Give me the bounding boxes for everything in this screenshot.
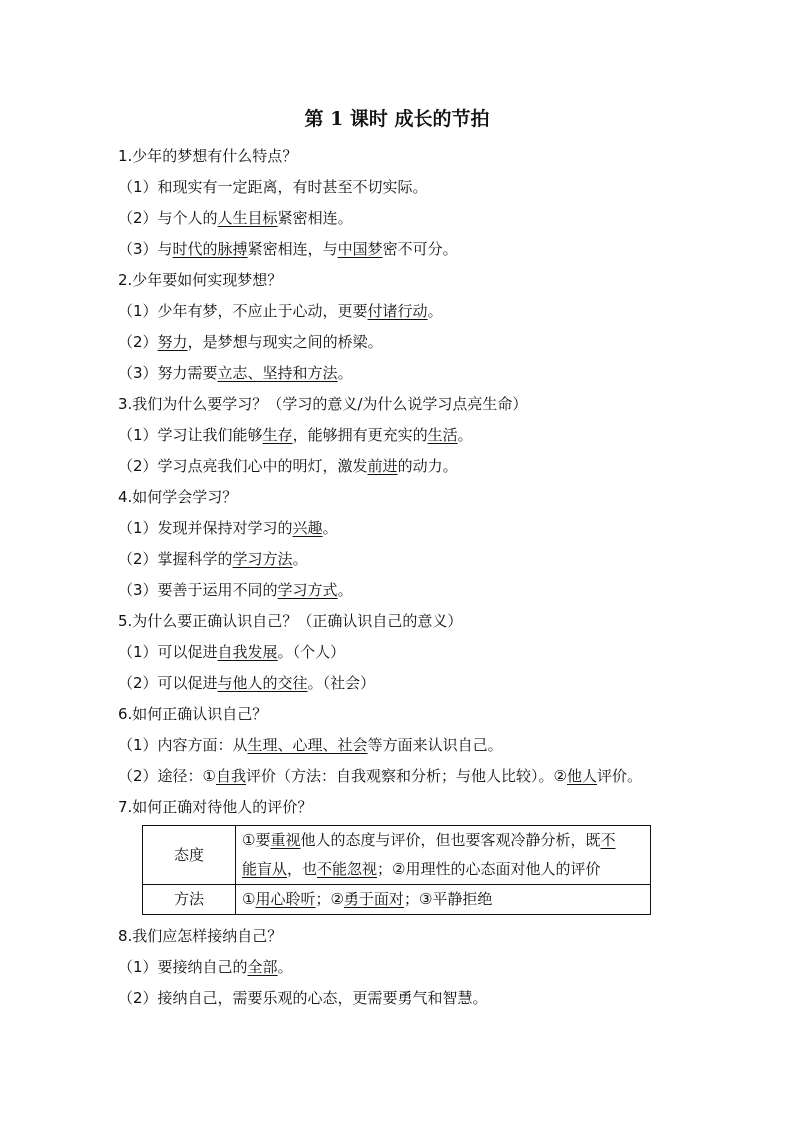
- text-segment: 。: [337, 364, 353, 382]
- underlined-keyword: 全部: [247, 958, 278, 976]
- question-heading: 6.如何正确认识自己？: [118, 705, 268, 723]
- text-segment: （2）掌握科学的: [118, 550, 233, 568]
- text-segment: 密不可分。: [382, 240, 458, 258]
- text-segment: （1）要接纳自己的: [118, 958, 248, 976]
- text-segment: ；②: [315, 890, 344, 908]
- text-segment: （3）与: [118, 240, 173, 258]
- text-segment: ①要: [242, 831, 271, 849]
- text-segment: （2）学习点亮我们心中的明灯，激发: [118, 457, 368, 475]
- text-segment: 。: [277, 958, 293, 976]
- text-segment: （1）少年有梦，不应止于心动，更要: [118, 302, 368, 320]
- page-title: 第 1 课时 成长的节拍: [304, 108, 490, 130]
- text-segment: （2）途径：①: [118, 767, 216, 785]
- underlined-keyword: 自我: [216, 767, 247, 785]
- evaluation-table: [142, 825, 651, 915]
- text-segment: 。: [457, 426, 473, 444]
- text-segment: 他人的态度与评价，但也要客观冷静分析，既: [300, 831, 601, 849]
- text-segment: 紧密相连，与: [247, 240, 338, 258]
- text-segment: 。: [322, 519, 338, 537]
- text-segment: （1）内容方面：从: [118, 736, 248, 754]
- underlined-keyword: 生理、心理、社会: [247, 736, 368, 754]
- answer-line: [118, 732, 718, 763]
- text-segment: 的动力。: [397, 457, 458, 475]
- underlined-keyword: 自我发展: [217, 643, 278, 661]
- document-body: [118, 143, 718, 1016]
- underlined-keyword: 勇于面对: [343, 890, 404, 908]
- table-row: [143, 885, 651, 915]
- text-segment: 。（个人）: [277, 643, 346, 661]
- answer-line: [118, 453, 718, 484]
- answer-line: [118, 670, 718, 701]
- answer-line: [118, 577, 718, 608]
- text-segment: ，能够拥有更充实的: [292, 426, 428, 444]
- text-segment: 等方面来认识自己。: [367, 736, 503, 754]
- answer-line: [118, 763, 718, 794]
- underlined-keyword: 重视: [270, 831, 301, 849]
- answer-line: [118, 639, 718, 670]
- text-segment: ，是梦想与现实之间的桥梁。: [187, 333, 383, 351]
- answer-line: [118, 205, 718, 236]
- underlined-keyword: 前进: [367, 457, 398, 475]
- text-segment: （3）努力需要: [118, 364, 218, 382]
- question-heading: 3.我们为什么要学习？（学习的意义/为什么说学习点亮生命）: [118, 395, 528, 413]
- answer-line: [118, 298, 718, 329]
- table-row: [143, 826, 651, 885]
- text-segment: ；②用理性的心态面对他人的评价: [377, 860, 601, 878]
- table-cell: [236, 885, 651, 915]
- underlined-keyword: 用心聆听: [255, 890, 316, 908]
- underlined-keyword: 不: [600, 831, 616, 849]
- underlined-keyword: 生存: [262, 426, 293, 444]
- underlined-keyword: 时代的脉搏: [172, 240, 248, 258]
- question-heading: 5.为什么要正确认识自己？（正确认识自己的意义）: [118, 612, 463, 630]
- table-cell: [236, 826, 651, 885]
- text-segment: 评价。: [596, 767, 642, 785]
- text-segment: （2）与个人的: [118, 209, 218, 227]
- table-cell-line: [242, 826, 644, 855]
- question-heading: 2.少年要如何实现梦想？: [118, 271, 283, 289]
- question-heading: 7.如何正确对待他人的评价？: [118, 798, 313, 816]
- text-segment: ①: [242, 890, 256, 908]
- underlined-keyword: 与他人的交往: [217, 674, 308, 692]
- answer-line: [118, 236, 718, 267]
- underlined-keyword: 兴趣: [292, 519, 323, 537]
- text-segment: 评价（方法：自我观察和分析；与他人比较）。②: [246, 767, 567, 785]
- underlined-keyword: 付诸行动: [367, 302, 428, 320]
- underlined-keyword: 人生目标: [217, 209, 278, 227]
- table-row-header: 方法: [143, 885, 236, 915]
- underlined-keyword: 生活: [427, 426, 458, 444]
- text-segment: 。: [292, 550, 308, 568]
- underlined-keyword: 学习方法: [232, 550, 293, 568]
- answer-line: [118, 174, 718, 205]
- table-cell-line: [242, 885, 644, 914]
- text-segment: （2）: [118, 333, 158, 351]
- answer-line: [118, 546, 718, 577]
- table-row-header: 态度: [143, 826, 236, 885]
- answer-line: [118, 329, 718, 360]
- answer-line: [118, 360, 718, 391]
- text-segment: （2）接纳自己，需要乐观的心态，更需要勇气和智慧。: [118, 989, 488, 1007]
- text-segment: （1）发现并保持对学习的: [118, 519, 293, 537]
- text-segment: 紧密相连。: [277, 209, 353, 227]
- question-heading: 1.少年的梦想有什么特点？: [118, 147, 298, 165]
- text-segment: ，也: [287, 860, 318, 878]
- text-segment: 。: [337, 581, 353, 599]
- text-segment: 。: [427, 302, 443, 320]
- text-segment: （1）和现实有一定距离，有时甚至不切实际。: [118, 178, 428, 196]
- underlined-keyword: 能盲从: [242, 860, 288, 878]
- text-segment: （2）可以促进: [118, 674, 218, 692]
- text-segment: （3）要善于运用不同的: [118, 581, 278, 599]
- underlined-keyword: 立志、坚持和方法: [217, 364, 338, 382]
- text-segment: 。（社会）: [307, 674, 376, 692]
- answer-line: [118, 985, 718, 1016]
- answer-line: [118, 422, 718, 453]
- underlined-keyword: 努力: [157, 333, 188, 351]
- text-segment: （1）可以促进: [118, 643, 218, 661]
- answer-line: [118, 515, 718, 546]
- question-heading: 4.如何学会学习？: [118, 488, 238, 506]
- text-segment: ；③平静拒绝: [403, 890, 493, 908]
- question-heading: 8.我们应怎样接纳自己？: [118, 927, 283, 945]
- table-cell-line: [242, 855, 644, 884]
- underlined-keyword: 他人: [566, 767, 597, 785]
- text-segment: （1）学习让我们能够: [118, 426, 263, 444]
- underlined-keyword: 学习方式: [277, 581, 338, 599]
- underlined-keyword: 中国梦: [337, 240, 383, 258]
- answer-line: [118, 954, 718, 985]
- underlined-keyword: 不能忽视: [317, 860, 378, 878]
